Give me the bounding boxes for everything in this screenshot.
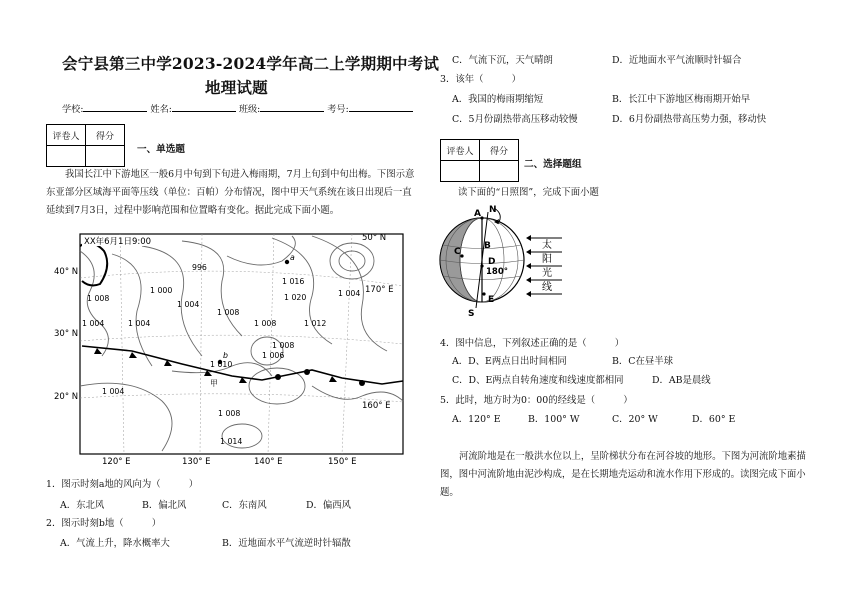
isobar-label: 1 008 [87, 294, 110, 303]
q5-stem: 5．此时，地方时为0：00的经线是（ ） [440, 395, 633, 406]
section2-intro: 读下面的“日照图”，完成下面小题 [458, 187, 599, 198]
q2-option-c: C．气流下沉，天气晴朗 [452, 55, 553, 66]
sun-text: 线 [542, 282, 552, 293]
exam-subtitle: 地理试题 [205, 78, 268, 97]
q2-option-d: D．近地面水平气流顺时针辐合 [612, 55, 742, 66]
isobar-label: 1 008 [254, 319, 277, 328]
info-number-label: 考号: [327, 104, 349, 115]
q5-option-d: D．60° E [692, 414, 736, 425]
q5-option-a: A．120° E [452, 414, 501, 425]
section1-intro: 我国长江中下游地区一般6月中旬到下旬进入梅雨期，7月上旬到中旬出梅。下图示意东亚部分区域海平面等压线（单位：百帕）分布情况，图中甲天气系统在该日出现后一直延续到7月3日，过程中影响范围和位置略有变化。据此完成下面小题。 [46, 169, 415, 216]
isobar-label: 1 010 [210, 360, 233, 369]
grader-cell [441, 161, 480, 182]
info-school-label: 学校: [62, 104, 84, 115]
isobar-map [42, 226, 420, 470]
lat-label-30: 30° N [54, 329, 79, 339]
score-table-right [440, 139, 519, 182]
sunlight-globe-diagram [432, 200, 572, 322]
q3-option-c: C．5月份副热带高压移动较慢 [452, 114, 578, 125]
q2-stem: 2．图示时刻b地（ ） [46, 518, 162, 529]
lon-label-130: 130° E [182, 457, 211, 467]
q1-stem: 1．图示时刻a地的风向为（ ） [46, 479, 199, 490]
q3-stem: 3．该年（ ） [440, 74, 521, 85]
isobar-label: 1 016 [282, 277, 305, 286]
system-jia-label: 甲 [210, 379, 218, 388]
grader-cell [47, 146, 86, 167]
q1-option-d: D．偏西风 [306, 500, 352, 511]
q5-option-c: C．20° W [612, 414, 658, 425]
info-class-label: 班级: [238, 104, 261, 115]
point-b-label: b [223, 351, 228, 360]
point-a-label: a [290, 253, 295, 262]
q4-option-b: B．C在昼半球 [612, 356, 673, 367]
grader-header: 评卷人 [441, 140, 480, 161]
isobar-label: 1 020 [284, 293, 307, 302]
isobar-label: 1 004 [82, 319, 105, 328]
q4-stem: 4．图中信息，下列叙述正确的是（ ） [440, 338, 625, 349]
score-header: 得分 [480, 140, 519, 161]
isobar-label: 1 004 [128, 319, 151, 328]
lon-label-120: 120° E [102, 457, 131, 467]
q4-option-c: C．D、E两点自转角速度和线速度都相同 [452, 375, 624, 386]
river-terrace-intro: 河流阶地是在一般洪水位以上，呈阶梯状分布在河谷坡的地形。下图为河流阶地素描图，图中河流阶地由泥沙构成，是在长期地壳运动和流水作用下形成的。读图完成下面小题。 [440, 451, 806, 498]
globe-label-180: 180° [486, 267, 508, 277]
lat-label-40: 40° N [54, 267, 79, 277]
q2-option-b: B．近地面水平气流逆时针辐散 [222, 538, 351, 549]
sun-text: 阳 [542, 254, 552, 265]
edge-label-170e: 170° E [365, 285, 394, 295]
section2-heading: 二、选择题组 [524, 159, 582, 170]
lat-label-20: 20° N [54, 392, 79, 402]
grader-header: 评卷人 [47, 125, 86, 146]
isobar-label: 1 000 [150, 286, 173, 295]
section1-heading: 一、单选题 [137, 144, 185, 155]
exam-title: 会宁县第三中学2023-2024学年高二上学期期中考试 [62, 54, 440, 73]
score-header: 得分 [86, 125, 125, 146]
q3-option-a: A．我国的梅雨期缩短 [452, 94, 544, 105]
globe-label-a: A [474, 209, 481, 219]
edge-label-160e: 160° E [362, 401, 391, 411]
globe-label-b: B [484, 241, 491, 251]
info-name-label: 姓名: [150, 104, 172, 115]
sun-text: 太 [542, 240, 552, 251]
student-info-row [62, 101, 413, 115]
lon-label-150: 150° E [328, 457, 357, 467]
score-cell [480, 161, 519, 182]
isobar-label: 1 008 [218, 409, 241, 418]
map-caption: XX年6月1日9:00 [84, 237, 152, 247]
globe-label-c: C [454, 247, 461, 257]
edge-label-50n: 50° N [362, 233, 387, 243]
q3-option-b: B．长江中下游地区梅雨期开始早 [612, 94, 751, 105]
isobar-label: 1 004 [102, 387, 125, 396]
score-table-left [46, 124, 125, 167]
globe-label-s: S [468, 309, 475, 319]
q1-option-b: B．偏北风 [142, 500, 187, 511]
q5-option-b: B．100° W [528, 414, 580, 425]
globe-label-e: E [488, 295, 495, 305]
q2-option-a: A．气流上升，降水概率大 [60, 538, 170, 549]
q1-option-a: A．东北风 [60, 500, 105, 511]
lon-label-140: 140° E [254, 457, 283, 467]
isobar-label: 996 [192, 263, 207, 272]
isobar-label: 1 008 [272, 341, 295, 350]
isobar-label: 1 008 [217, 308, 240, 317]
globe-label-d: D [488, 257, 496, 267]
isobar-label: 1 012 [304, 319, 327, 328]
isobar-label: 1 006 [262, 351, 285, 360]
q1-option-c: C．东南风 [222, 500, 267, 511]
score-cell [86, 146, 125, 167]
sun-text: 光 [542, 268, 552, 279]
isobar-label: 1 004 [338, 289, 361, 298]
q4-option-a: A．D、E两点日出时间相同 [452, 356, 567, 367]
q3-option-d: D．6月份副热带高压势力强，移动快 [612, 114, 767, 125]
q4-option-d: D．AB是晨线 [652, 375, 711, 386]
isobar-label: 1 004 [177, 300, 200, 309]
globe-label-n: N [489, 205, 497, 215]
isobar-label: 1 014 [220, 437, 243, 446]
